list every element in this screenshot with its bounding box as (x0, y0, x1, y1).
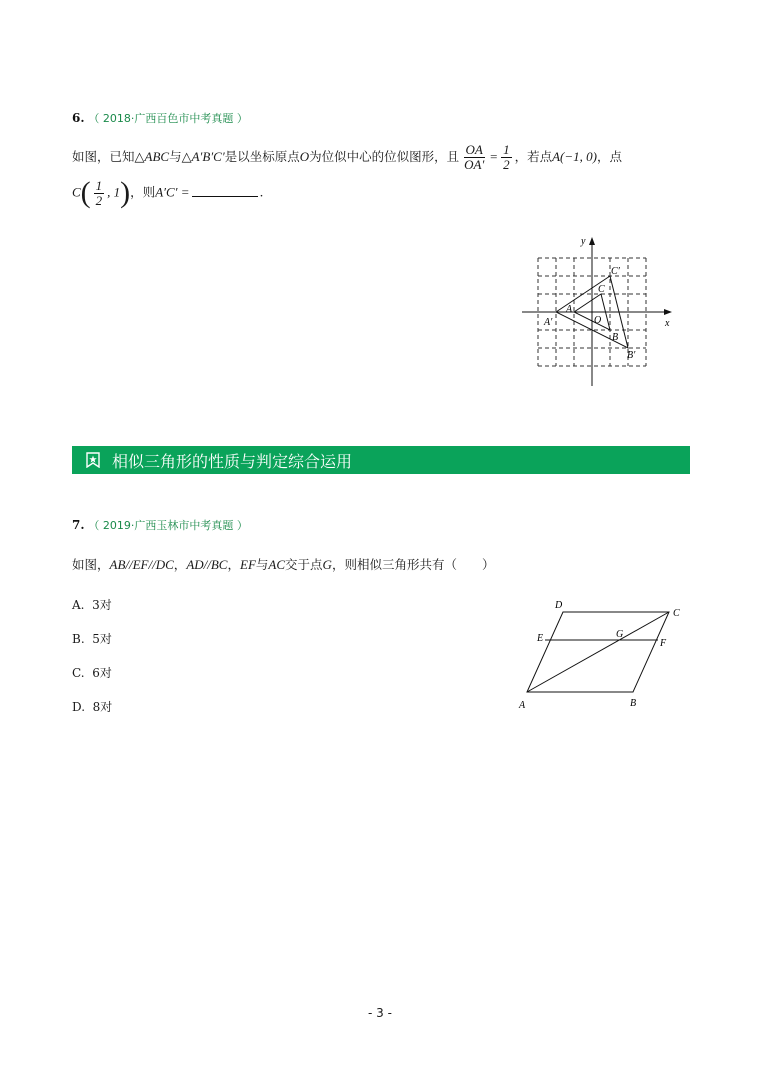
label-a-prime: A′ (544, 317, 553, 328)
q6-math-a-coords: (−1, 0) (560, 149, 597, 164)
frac-numerator: 1 (95, 177, 103, 193)
label-c-prime: C′ (611, 266, 620, 277)
label-c: C (673, 608, 680, 619)
q6-text: 与 (169, 149, 182, 164)
q6-equals: = (489, 149, 499, 164)
q7-math-g: G (322, 557, 332, 572)
q6-text: ，若点 (514, 149, 553, 164)
q7-text: 交于点 (285, 557, 323, 572)
q6-math-abc: △ABC (134, 149, 170, 164)
q6-fraction-half (501, 143, 512, 172)
q7-parallelogram-figure (512, 594, 692, 716)
q6-math-c: C (72, 184, 81, 200)
section-title: 相似三角形的性质与判定综合运用 (112, 451, 353, 471)
q6-stem-line1 (72, 143, 622, 172)
option-text: 6对 (92, 666, 112, 680)
label-o: O (594, 315, 602, 326)
left-paren: ( (80, 176, 91, 209)
x-axis-arrow-icon (664, 309, 672, 315)
q6-text: ，点 (596, 149, 622, 164)
option-text: 3对 (92, 598, 112, 612)
page-number: - 3 - (368, 1006, 392, 1020)
frac-denominator: 2 (95, 192, 103, 208)
q7-number: 7. (72, 518, 85, 532)
q7-text: ，则相似三角形共有（ ） (331, 557, 495, 572)
label-a: A (566, 304, 573, 315)
q6-text: 如图，已知 (72, 149, 135, 164)
q7-text: 与 (255, 557, 269, 572)
q7-text: ， (227, 557, 240, 572)
q6-fraction-c-x (94, 179, 105, 208)
q7-option-c[interactable] (72, 664, 112, 681)
q6-stem-line2 (72, 178, 264, 208)
q7-source: （ 2019·广西玉林市中考真题 ） (88, 519, 248, 532)
q7-math-ac: AC (268, 557, 286, 572)
x-axis-label: x (665, 318, 670, 329)
q7-math-parallel-1: AB//EF//DC (109, 557, 174, 572)
answer-blank[interactable] (192, 184, 258, 197)
q7-header (72, 517, 248, 533)
q6-math-o: O (299, 149, 310, 164)
q6-fraction-oa (462, 143, 486, 172)
q6-header (72, 110, 248, 126)
q7-text: ， (173, 557, 187, 572)
option-label: D. (72, 700, 86, 714)
y-axis-arrow-icon (589, 237, 595, 245)
frac-denominator: OA′ (464, 157, 485, 172)
label-b: B (630, 698, 637, 709)
label-d: D (555, 600, 563, 611)
option-label: A. (72, 598, 85, 612)
frac-numerator: 1 (503, 142, 510, 157)
label-e: E (537, 633, 544, 644)
q7-option-b[interactable] (72, 630, 112, 647)
q7-option-a[interactable] (72, 596, 112, 613)
q6-text: 是以坐标原点 (224, 149, 300, 164)
right-paren: ) (120, 176, 131, 209)
q6-math-a1c1: A′C′ = (155, 184, 190, 200)
label-b: B (612, 332, 619, 343)
label-g: G (616, 629, 624, 640)
option-text: 8对 (92, 700, 113, 714)
q6-math-a: A (552, 149, 561, 164)
q7-math-parallel-2: AD//BC (186, 557, 228, 572)
q6-coordinate-figure (516, 234, 680, 390)
option-label: B. (72, 632, 85, 646)
section-banner (72, 446, 690, 474)
q6-number: 6. (72, 111, 85, 125)
option-label: C. (72, 666, 85, 680)
q6-text: ，则 (130, 184, 156, 200)
q6-text: 为位似中心的位似图形，且 (309, 149, 460, 164)
q7-option-d[interactable] (72, 698, 112, 715)
q7-stem (72, 555, 494, 573)
q6-math-c-y: , 1 (107, 184, 121, 200)
frac-numerator: OA (465, 142, 483, 157)
label-b-prime: B′ (627, 350, 636, 361)
q6-math-a1b1c1: △A′B′C′ (181, 149, 225, 164)
label-a: A (519, 700, 526, 711)
q6-text: . (259, 184, 264, 200)
q7-text: 如图， (72, 557, 110, 572)
bookmark-star-icon (86, 452, 100, 468)
y-axis-label: y (581, 236, 586, 247)
segment-ac (527, 612, 669, 692)
q7-math-ef: EF (240, 557, 256, 572)
label-c: C (598, 284, 605, 295)
label-f: F (660, 638, 667, 649)
frac-denominator: 2 (503, 157, 510, 172)
option-text: 5对 (92, 632, 112, 646)
q6-source: （ 2018·广西百色市中考真题 ） (88, 112, 248, 125)
